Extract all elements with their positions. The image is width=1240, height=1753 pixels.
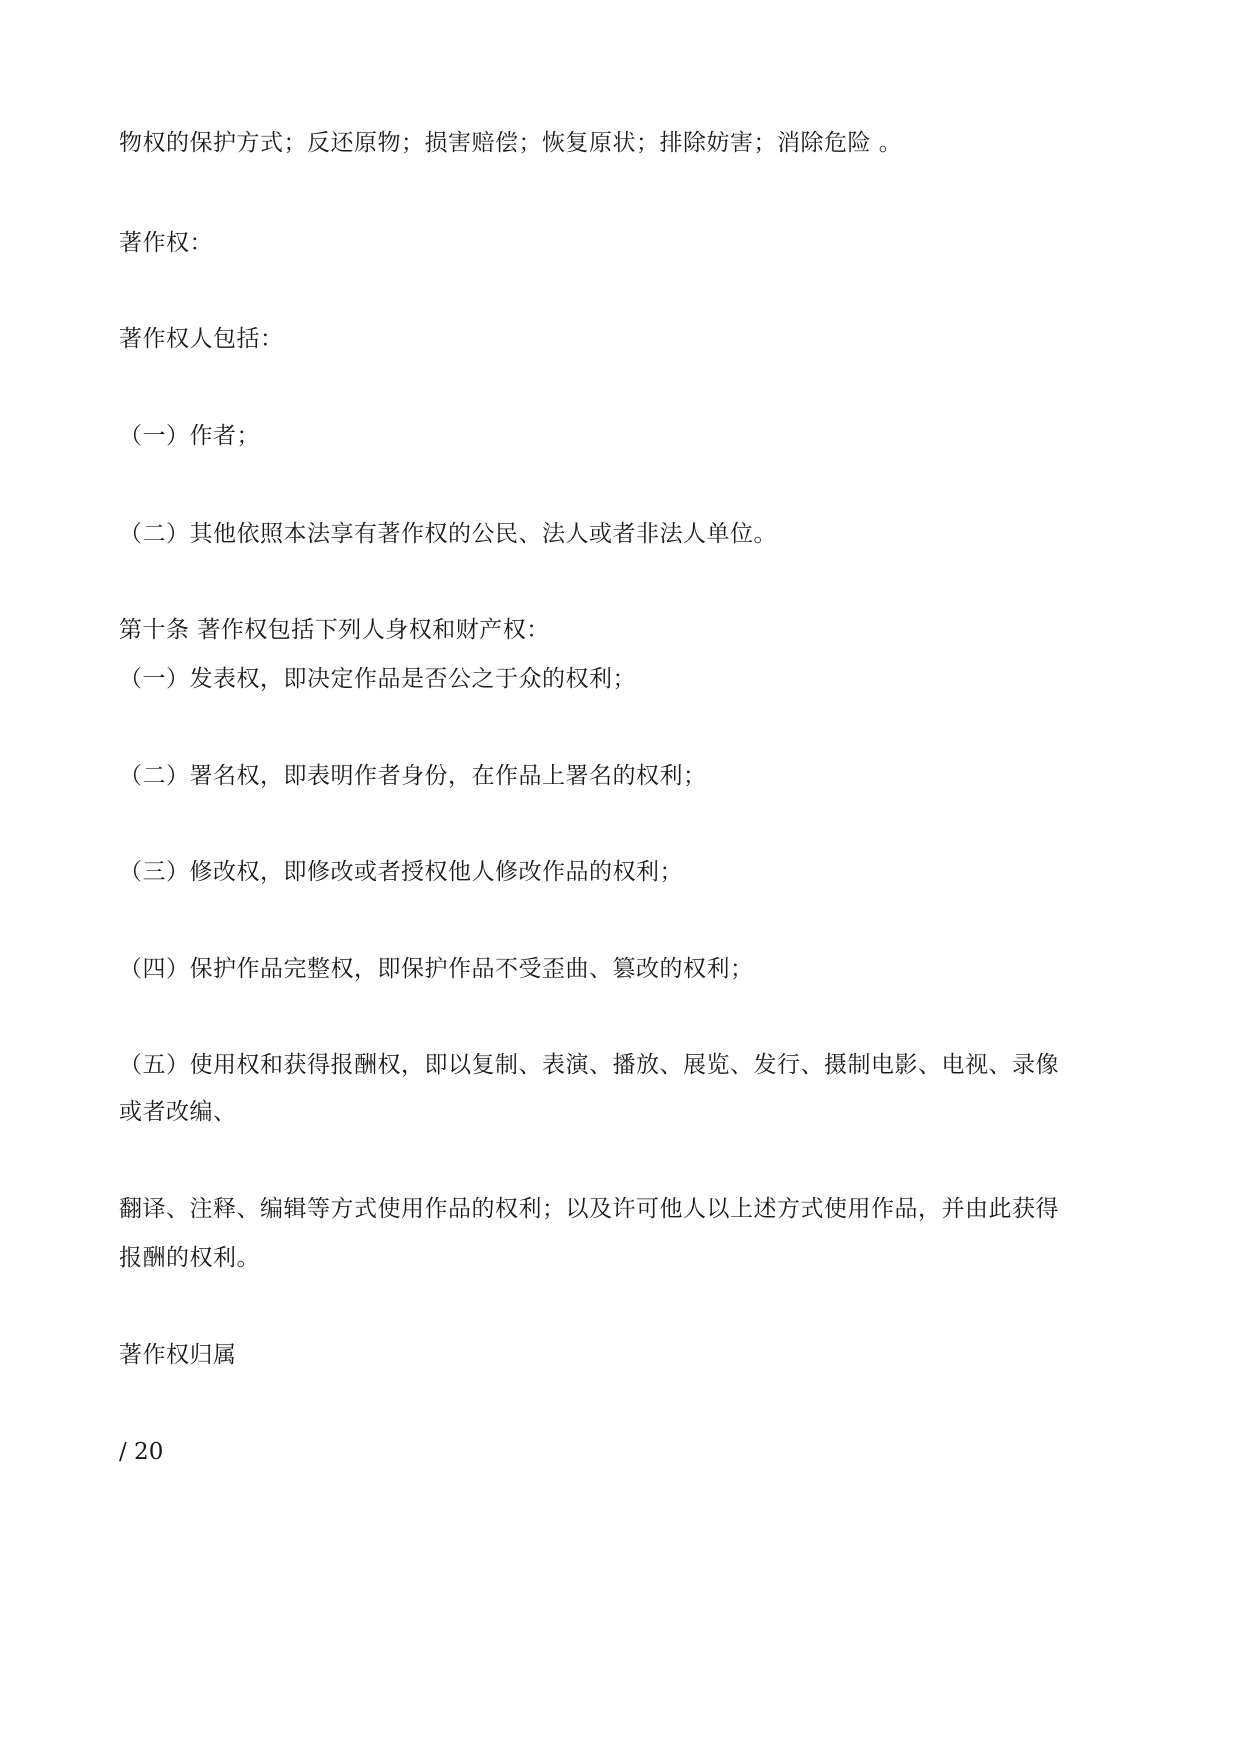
list-item-other-owners: （二）其他依照本法享有著作权的公民、法人或者非法人单位。: [119, 521, 777, 547]
list-item-integrity-right: （四）保护作品完整权，即保护作品不受歪曲、篡改的权利；: [119, 956, 754, 982]
page-number: / 20: [119, 1439, 164, 1465]
list-item-author: （一）作者；: [119, 423, 260, 449]
heading-copyright-ownership: 著作权归属: [119, 1342, 237, 1368]
heading-copyright: 著作权：: [119, 230, 213, 256]
list-item-publication-right: （一）发表权，即决定作品是否公之于众的权利；: [119, 666, 636, 692]
paragraph-usage-right-line1: 翻译、注释、编辑等方式使用作品的权利；以及许可他人以上述方式使用作品，并由此获得: [119, 1196, 1059, 1222]
paragraph-property-protection: 物权的保护方式；反还原物；损害赔偿；恢复原状；排除妨害；消除危险 。: [119, 130, 903, 156]
paragraph-usage-right-line2: 报酬的权利。: [119, 1245, 260, 1271]
list-item-modification-right: （三）修改权，即修改或者授权他人修改作品的权利；: [119, 859, 683, 885]
paragraph-copyright-owners: 著作权人包括：: [119, 326, 284, 352]
article-ten-heading: 第十条 著作权包括下列人身权和财产权：: [119, 617, 550, 643]
list-item-usage-right-line1: （五）使用权和获得报酬权，即以复制、表演、播放、展览、发行、摄制电影、电视、录像: [119, 1052, 1059, 1078]
list-item-usage-right-line2: 或者改编、: [119, 1099, 237, 1125]
list-item-attribution-right: （二）署名权，即表明作者身份，在作品上署名的权利；: [119, 763, 707, 789]
